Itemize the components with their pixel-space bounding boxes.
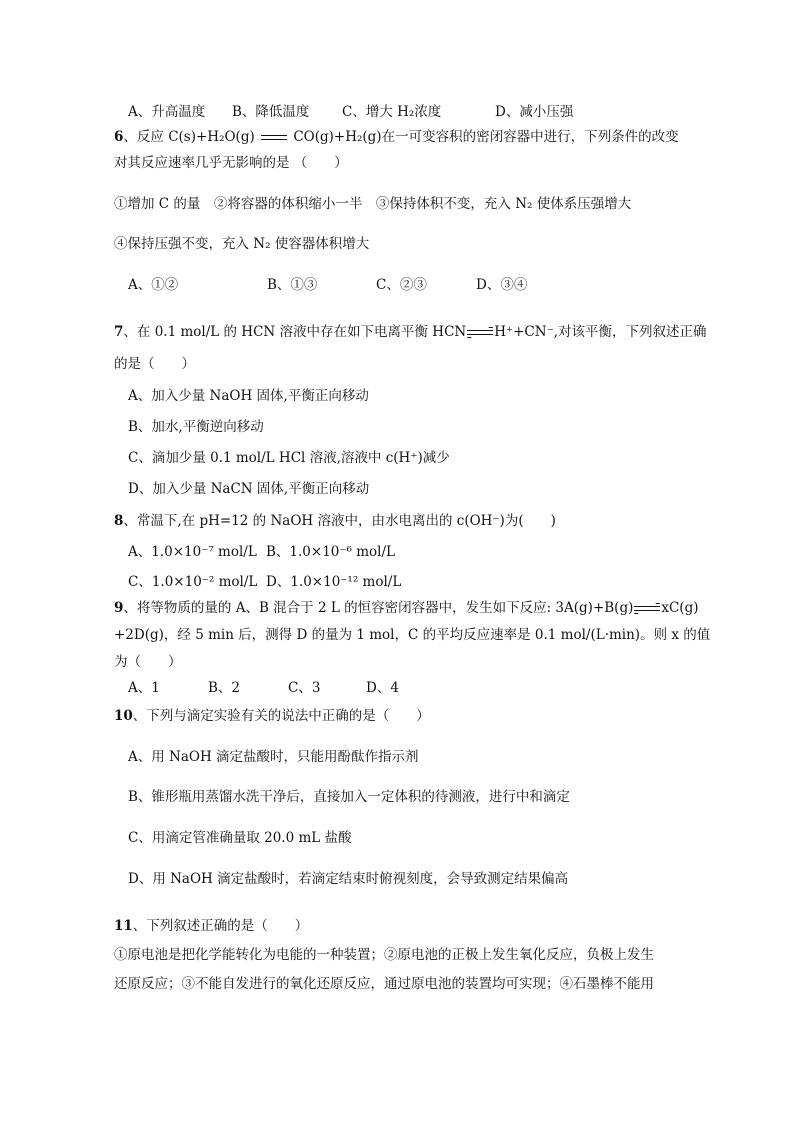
q6-stem-part-b: CO(g)+H₂(g)在一可变容积的密闭容器中进行，下列条件的改变	[289, 129, 679, 145]
q7-stem	[114, 322, 707, 342]
q7-number: 7	[114, 324, 124, 340]
q10-stem	[114, 706, 430, 726]
q7-option-c: C、滴加少量 0.1 mol/L HCl 溶液,溶液中 c(H⁺)减少	[128, 450, 450, 466]
q5-option-a: A、升高温度	[128, 104, 206, 120]
equal-sign-icon	[259, 133, 289, 143]
q11-stem-text: 、下列叙述正确的是（ ）	[132, 918, 309, 934]
equilibrium-arrow-icon	[633, 604, 661, 614]
q8-stem	[114, 511, 556, 531]
q7-stem-line2: 的是（ ）	[114, 356, 195, 372]
q11-stem	[114, 916, 308, 936]
q8-option-b: B、1.0×10⁻⁶ mol/L	[266, 544, 395, 560]
q10-option-a: A、用 NaOH 滴定盐酸时，只能用酚酞作指示剂	[128, 749, 419, 765]
q10-option-d: D、用 NaOH 滴定盐酸时，若滴定结束时俯视刻度，会导致测定结果偏高	[128, 871, 569, 887]
q9-option-b: B、2	[208, 680, 241, 696]
q6-stem	[114, 127, 679, 147]
q8-option-d: D、1.0×10⁻¹² mol/L	[266, 574, 402, 590]
q9-number: 9	[114, 600, 124, 616]
q5-option-c: C、增大 H₂浓度	[342, 104, 442, 120]
q10-option-c: C、用滴定管准确量取 20.0 mL 盐酸	[128, 830, 352, 846]
q7-option-a: A、加入少量 NaOH 固体,平衡正向移动	[128, 388, 369, 404]
q9-option-c: C、3	[288, 680, 321, 696]
q8-option-c: C、1.0×10⁻² mol/L	[128, 574, 258, 590]
q6-stem-part-a: 、反应 C(s)+H₂O(g)	[123, 129, 260, 145]
q9-stem-line2: +2D(g)，经 5 min 后，测得 D 的量为 1 mol，C 的平均反应速率是 0.1 mol/(L·min)。则 x 的值	[114, 627, 711, 643]
q6-option-c: C、②③	[376, 277, 427, 293]
q6-option-a: A、①②	[128, 277, 179, 293]
q6-option-d: D、③④	[476, 277, 528, 293]
q10-stem-text: 、下列与滴定实验有关的说法中正确的是（ ）	[132, 708, 430, 724]
q9-stem-line3: 为（ ）	[114, 654, 182, 670]
q9-stem	[114, 598, 698, 618]
q10-option-b: B、锥形瓶用蒸馏水洗干净后，直接加入一定体积的待测液，进行中和滴定	[128, 789, 570, 805]
q9-option-a: A、1	[128, 680, 160, 696]
q9-option-d: D、4	[366, 680, 399, 696]
q7-option-b: B、加水,平衡逆向移动	[128, 419, 264, 435]
q5-option-b: B、降低温度	[232, 104, 310, 120]
q7-stem-part-a: 、在 0.1 mol/L 的 HCN 溶液中存在如下电离平衡 HCN	[123, 324, 467, 340]
q7-option-d: D、加入少量 NaCN 固体,平衡正向移动	[128, 481, 370, 497]
equilibrium-arrow-icon	[466, 328, 494, 338]
q7-stem-part-b: H⁺+CN⁻,对该平衡，下列叙述正确	[494, 324, 707, 340]
q6-number: 6	[114, 129, 124, 145]
q9-stem-part-a: 、将等物质的量的 A、B 混合于 2 L 的恒容密闭容器中，发生如下反应: 3A(g)+B(g)	[123, 600, 634, 616]
q9-stem-part-b: xC(g)	[661, 600, 699, 616]
q8-option-a: A、1.0×10⁻⁷ mol/L	[128, 544, 257, 560]
q8-stem-text: 、常温下,在 pH=12 的 NaOH 溶液中，由水电离出的 c(OH⁻)为( )	[123, 513, 556, 529]
q8-number: 8	[114, 513, 124, 529]
q11-line2: 还原反应；③不能自发进行的氧化还原反应，通过原电池的装置均可实现；④石墨棒不能用	[114, 976, 654, 992]
q6-conditions-line1: ①增加 C 的量 ②将容器的体积缩小一半 ③保持体积不变，充入 N₂ 使体系压强增大	[114, 196, 632, 212]
q5-option-d: D、减小压强	[495, 104, 574, 120]
q6-stem-line2: 对其反应速率几乎无影响的是 （ ）	[114, 155, 348, 171]
q6-conditions-line2: ④保持压强不变，充入 N₂ 使容器体积增大	[114, 236, 370, 252]
q10-number: 10	[114, 708, 133, 724]
q11-number: 11	[114, 918, 133, 934]
q6-option-b: B、①③	[267, 277, 318, 293]
q11-line1: ①原电池是把化学能转化为电能的一种装置；②原电池的正极上发生氧化反应，负极上发生	[114, 947, 654, 963]
